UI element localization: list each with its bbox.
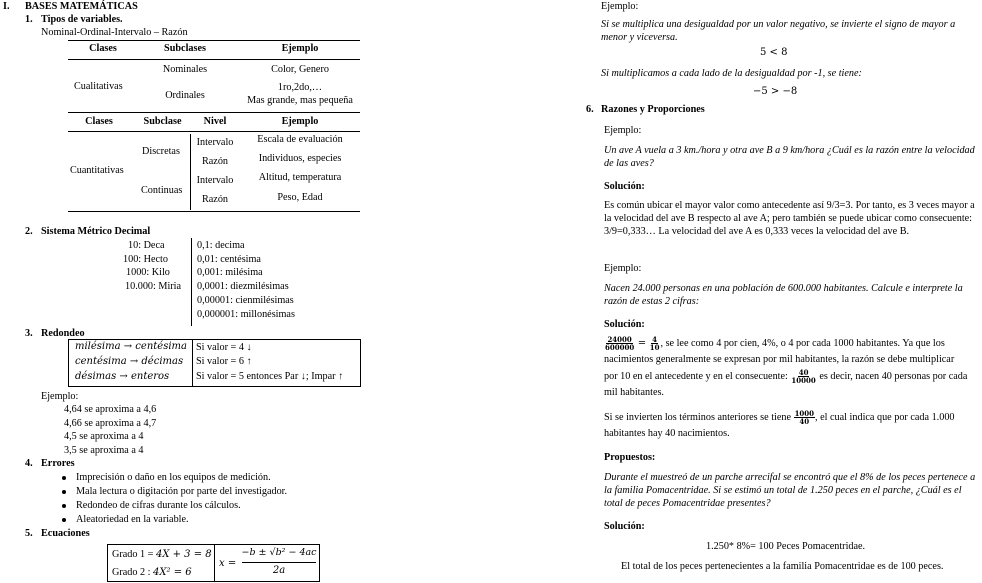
rounding-condition-2: Si valor = 6 ↑ xyxy=(196,356,252,367)
table2-header-subclase: Subclase xyxy=(143,116,182,127)
table2-header-nivel: Nivel xyxy=(203,116,227,127)
rounding-rule-1: milésima → centésima xyxy=(75,341,187,352)
table1-nominales: Nominales xyxy=(162,64,208,75)
multiple-deca: 10: Deca xyxy=(128,240,165,251)
submultiple-diezmilesimas: 0,0001: diezmilésimas xyxy=(197,281,289,292)
table2-nivel-3: Intervalo xyxy=(196,175,234,186)
table1-nominales-ejemplo: Color, Genero xyxy=(271,64,329,75)
example-1-text-2: Si multiplicamos a cada lado de la desigualdad por -1, se tiene: xyxy=(601,68,862,79)
error-item-1: Imprecisión o daño en los equipos de medición. xyxy=(62,472,271,485)
error-item-4: Aleatoriedad en la variable. xyxy=(62,514,189,527)
equation-grado-2: Grado 2 : 4X² = 6 xyxy=(112,567,192,578)
table2-nivel-2: Razón xyxy=(201,156,229,167)
rounding-example-1: 4,64 se aproxima a 4,6 xyxy=(64,404,157,415)
table2-ejemplo-3: Altitud, temperatura xyxy=(258,172,342,183)
table1-ordinales-ejemplo-1: 1ro,2do,… xyxy=(277,82,323,93)
section-5-title: Ecuaciones xyxy=(41,528,90,539)
rounding-example-2: 4,66 se aproxima a 4,7 xyxy=(64,418,157,429)
table1-header-clases: Clases xyxy=(89,43,117,54)
submultiple-centesima: 0,01: centésima xyxy=(197,254,261,265)
table1-ordinales-ejemplo-2: Mas grande, mas pequeña xyxy=(247,95,353,106)
proposed-label: Propuestos: xyxy=(604,452,656,463)
proposed-text: Durante el muestreó de un parche arrecifal se encontró que el 8% de los peces pertenece a la familia Pomacentridae. Si se estimó un total de 1.250 peces en el parche, ¿Cuál es el total de peces Pomacentridae presentes? xyxy=(604,472,976,509)
table2-header-clases: Clases xyxy=(85,116,113,127)
submultiple-milesima: 0,001: milésima xyxy=(197,267,263,278)
quadratic-formula-x: x = xyxy=(219,558,237,569)
table1-cualitativas: Cualitativas xyxy=(74,81,123,92)
main-section-title: BASES MATEMÁTICAS xyxy=(25,1,138,12)
solution-2-paragraph-3: Si se invierten los términos anteriores se tiene $\frac{1000}{40}$ , el cual indica que por cada 1.000 habitantes hay 40 nacimientos. xyxy=(604,409,955,440)
solution-1-text: Es común ubicar el mayor valor como antecedente así 9/3=3. Por tanto, es 3 veces mayor a la velocidad del ave B respecto al ave A; pero también se puede ubicar como consecuente: 3/9=0,333… La velocidad del ave A es 0,333 veces la velocidad del ave B. xyxy=(604,200,975,237)
submultiple-millonesimas: 0,000001: millonésimas xyxy=(197,309,295,320)
main-section-number: I. xyxy=(3,1,10,12)
section-1-title: Tipos de variables. xyxy=(41,14,123,25)
table2-ejemplo-1: Escala de evaluación xyxy=(257,134,343,145)
error-item-3: Redondeo de cifras durante los cálculos. xyxy=(62,500,241,513)
example-1-text: Si se multiplica una desigualdad por un valor negativo, se invierte el signo de mayor a menor y viceversa. xyxy=(601,19,956,43)
rounding-rule-2: centésima → décimas xyxy=(75,356,184,367)
inequality-2: −5 > −8 xyxy=(753,86,798,97)
bullet-icon xyxy=(62,504,66,508)
error-item-2: Mala lectura o digitación por parte del investigador. xyxy=(62,486,287,499)
section-3-number: 3. xyxy=(25,328,33,339)
section-6-title: Razones y Proporciones xyxy=(601,104,705,115)
multiple-miria: 10.000: Miria xyxy=(125,281,182,292)
solution-3-equation: 1.250* 8%= 100 Peces Pomacentridae. xyxy=(706,541,866,552)
example-2-label: Ejemplo: xyxy=(604,125,642,136)
bullet-icon xyxy=(62,490,66,494)
bullet-icon xyxy=(62,518,66,522)
table2-nivel-1: Intervalo xyxy=(196,137,234,148)
section-6-number: 6. xyxy=(586,104,594,115)
table2-ejemplo-2: Individuos, especies xyxy=(258,153,342,164)
submultiple-decima: 0,1: decima xyxy=(197,240,245,251)
example-3-text: Nacen 24.000 personas en una población de 600.000 habitantes. Calcule e interprete la razón de estas 2 cifras: xyxy=(604,283,963,307)
fraction-24000-600000: $\frac{24000}{600000}$ xyxy=(605,335,635,353)
quadratic-formula-denominator: 2a xyxy=(272,565,286,576)
multiple-hecto: 100: Hecto xyxy=(123,254,168,265)
example-3-label: Ejemplo: xyxy=(604,263,642,274)
fraction-40-10000: $\frac{40}{10000}$ xyxy=(791,368,816,386)
section-2-number: 2. xyxy=(25,226,33,237)
section-2-title: Sistema Métrico Decimal xyxy=(41,226,151,237)
section-4-number: 4. xyxy=(25,458,33,469)
table1-ordinales: Ordinales xyxy=(165,90,205,101)
section-1-number: 1. xyxy=(25,14,33,25)
solution-2-paragraph-1: $\frac{24000}{600000}$ = $\frac{4}{10}$ , se lee como 4 por cien, 4%, o 4 por cada 1000 habitantes. Ya que los nacimientos generalmente se expresan por mil habitantes, la razón se debe multiplicar xyxy=(604,335,955,366)
solution-3-text: El total de los peces pertenecientes a la familia Pomacentridae es de 100 peces. xyxy=(621,561,944,572)
solution-2-label: Solución: xyxy=(604,319,645,330)
fraction-1000-40: $\frac{1000}{40}$ xyxy=(794,409,815,427)
solution-2-paragraph-2: por 10 en el antecedente y en el consecuente: $\frac{40}{10000}$ es decir, nacen 40 personas por cada mil habitantes. xyxy=(604,368,968,399)
section-3-title: Redondeo xyxy=(41,328,85,339)
rounding-example-4: 3,5 se aproxima a 4 xyxy=(64,445,144,456)
rounding-rule-3: désimas → enteros xyxy=(75,371,170,382)
rounding-condition-3: Si valor = 5 entonces Par ↓; Impar ↑ xyxy=(196,371,344,382)
table1-header-subclases: Subclases xyxy=(164,43,206,54)
table1-header-ejemplo: Ejemplo xyxy=(281,43,319,54)
multiple-kilo: 1000: Kilo xyxy=(126,267,170,278)
bullet-icon xyxy=(62,476,66,480)
solution-3-label: Solución: xyxy=(604,521,645,532)
inequality-1: 5 < 8 xyxy=(760,47,788,58)
section-1-subtitle: Nominal-Ordinal-Intervalo – Razón xyxy=(41,27,188,38)
fraction-4-10: $\frac{4}{10}$ xyxy=(649,335,660,353)
quadratic-formula-numerator: −b ± √b² − 4ac xyxy=(241,547,317,558)
table2-nivel-4: Razón xyxy=(201,194,229,205)
rounding-condition-1: Si valor = 4 ↓ xyxy=(196,342,252,353)
rounding-example-3: 4,5 se aproxima a 4 xyxy=(64,431,144,442)
example-2-text: Un ave A vuela a 3 km./hora y otra ave B a 9 km/hora ¿Cuál es la razón entre la velocidad de las aves? xyxy=(604,145,975,169)
table2-continuas: Continuas xyxy=(141,185,183,196)
table2-ejemplo-4: Peso, Edad xyxy=(277,192,323,203)
table2-cuantitativas: Cuantitativas xyxy=(70,165,124,176)
example-1-label: Ejemplo: xyxy=(601,1,639,12)
solution-1-label: Solución: xyxy=(604,181,645,192)
section-5-number: 5. xyxy=(25,528,33,539)
rounding-example-label: Ejemplo: xyxy=(41,391,79,402)
submultiple-cienmilesimas: 0,00001: cienmilésimas xyxy=(197,295,294,306)
table2-discretas: Discretas xyxy=(142,146,180,157)
table2-header-ejemplo: Ejemplo xyxy=(281,116,319,127)
equation-grado-1: Grado 1 = 4X + 3 = 8 xyxy=(112,549,212,560)
section-4-title: Errores xyxy=(41,458,75,469)
